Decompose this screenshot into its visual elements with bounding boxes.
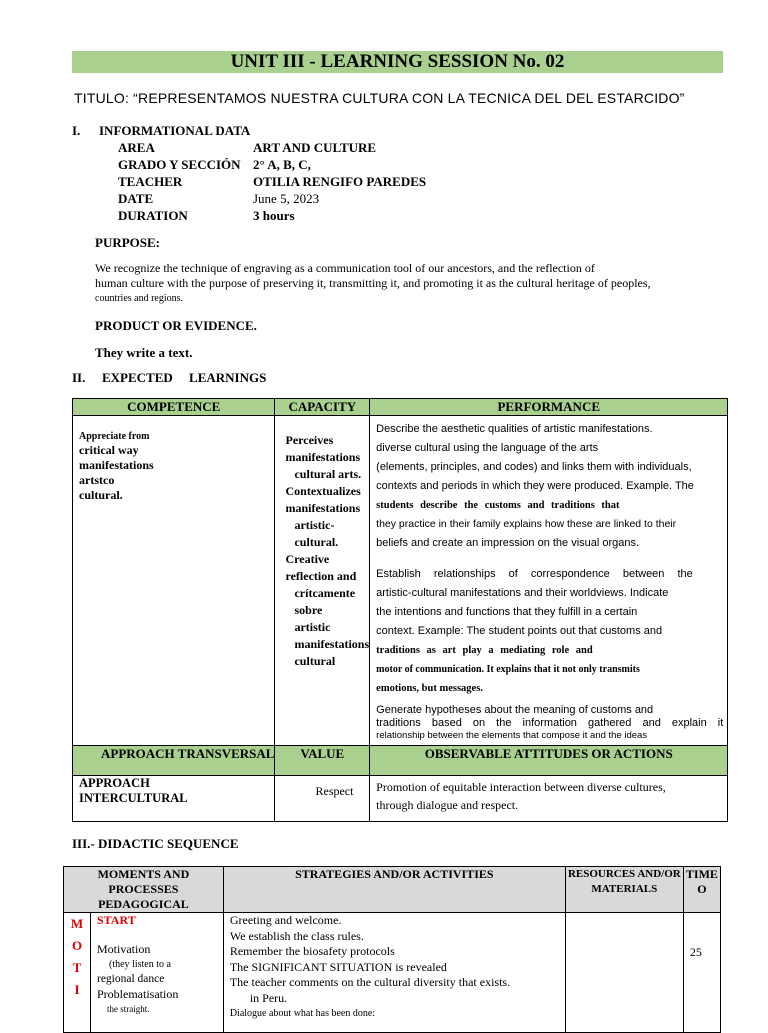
performance-line-bold: motor of communication. It explains that it not only transmits [376, 664, 640, 675]
time-cell [683, 913, 720, 1033]
value-cell [275, 776, 370, 822]
purpose-line: We recognize the technique of engraving as a communication tool of our ancestors, and the reflection of [95, 261, 595, 275]
capacity-line: Contextualizes manifestations [285, 484, 361, 515]
competence-line: manifestations [79, 458, 154, 472]
info-value: June 5, 2023 [253, 191, 320, 206]
purpose-line: human culture with the purpose of preserving it, transmitting it, and promoting it as the cultural heritage of peoples, [95, 276, 651, 290]
performance-line: beliefs and create an impression on the visual organs. [376, 537, 640, 549]
motivation-note: (they listen to a [109, 959, 171, 970]
performance-line: diverse cultural using the language of the arts [376, 442, 599, 454]
attitudes-cell [370, 776, 728, 822]
start-label: START [97, 913, 136, 927]
header-moments-line: MOMENTS AND [97, 867, 190, 881]
section2-title: EXPECTED LEARNINGS [102, 370, 267, 385]
performance-line-bold: students describe the customs and traditions that [376, 500, 620, 511]
resources-cell [565, 913, 683, 1033]
header-approach-text: APPROACH TRANSVERSAL [101, 746, 275, 761]
info-label: TEACHER [118, 174, 183, 189]
attitude-line: through dialogue and respect. [376, 798, 519, 812]
moments-cell [91, 913, 224, 1033]
activity-item: Greeting and welcome. [229, 913, 342, 927]
performance-line-bold: traditions as art play a mediating role and [376, 645, 593, 656]
header-value: VALUE [275, 746, 370, 776]
performance-line: the intentions and functions that they fulfill in a certain [376, 606, 638, 618]
activity-item: Dialogue about what has been done: [229, 1008, 376, 1019]
capacity-cell [275, 416, 370, 746]
competence-line: artstco [79, 473, 115, 487]
section2-number: II. [72, 370, 86, 385]
info-label: AREA [118, 140, 155, 155]
header-time [683, 867, 720, 913]
performance-cell [370, 416, 728, 746]
letter: I [74, 982, 80, 997]
performance-line: Generate hypotheses about the meaning of customs and [376, 704, 654, 716]
product-text: They write a text. [95, 345, 193, 360]
competence-cell [73, 416, 275, 746]
capacity-line: artistic-cultural. [294, 518, 339, 549]
expected-learnings-table [72, 398, 728, 822]
info-label: DATE [118, 191, 154, 206]
product-label: PRODUCT OR EVIDENCE. [95, 318, 257, 333]
approach-value: APPROACH INTERCULTURAL [79, 776, 188, 805]
performance-line: context. Example: The student points out that customs and [376, 625, 663, 637]
performance-line: artistic-cultural manifestations and their worldviews. Indicate [376, 587, 669, 599]
header-performance: PERFORMANCE [370, 399, 728, 416]
letter: O [71, 938, 83, 953]
performance-line: they practice in their family explains how these are linked to their [376, 518, 677, 530]
performance-line: Describe the aesthetic qualities of artistic manifestations. [376, 423, 653, 435]
header-time-line: O [697, 882, 707, 896]
capacity-line: cultural [294, 654, 336, 668]
header-attitudes: OBSERVABLE ATTITUDES OR ACTIONS [370, 746, 728, 776]
competence-line: critical way [79, 443, 139, 457]
section1-title: INFORMATIONAL DATA [99, 123, 251, 138]
capacity-line: Creative reflection and [285, 552, 357, 583]
value-text: Respect [315, 784, 354, 798]
performance-line: traditions based on the information gathered and explain it [376, 717, 724, 729]
performance-line: (elements, principles, and codes) and links them with individuals, [376, 461, 692, 473]
problematisation-label: Problematisation [97, 987, 179, 1001]
vertical-moment-letters [64, 913, 91, 1033]
header-resources-line: MATERIALS [591, 883, 658, 895]
performance-line-small: relationship between the elements that compose it and the ideas [376, 730, 648, 741]
performance-line-bold: emotions, but messages. [376, 683, 483, 694]
header-approach [73, 746, 275, 776]
competence-line: cultural. [79, 488, 123, 502]
activities-cell [223, 913, 565, 1033]
competence-small: Appreciate from [79, 431, 150, 442]
header-resources [565, 867, 683, 913]
purpose-label: PURPOSE: [95, 235, 160, 250]
motivation-note: regional dance [97, 973, 165, 985]
info-label: DURATION [118, 208, 188, 223]
info-label: GRADO Y SECCIÓN [118, 157, 241, 172]
unit-title: UNIT III - LEARNING SESSION No. 02 [72, 51, 723, 73]
attitude-line: Promotion of equitable interaction between diverse cultures, [376, 780, 666, 794]
activity-item: The teacher comments on the cultural diversity that exists. [229, 975, 511, 989]
purpose-text [95, 261, 651, 306]
header-time-line: TIME [685, 867, 718, 881]
activity-item: in Peru. [249, 990, 288, 1005]
info-value: ART AND CULTURE [253, 140, 377, 155]
info-value: OTILIA RENGIFO PAREDES [253, 174, 427, 189]
performance-line: Establish relationships of correspondence between the [376, 568, 693, 580]
activity-item: Remember the biosafety protocols [229, 944, 395, 958]
header-strategies: STRATEGIES AND/OR ACTIVITIES [223, 867, 565, 913]
info-value: 2° A, B, C, [253, 157, 311, 172]
header-capacity: CAPACITY [275, 399, 370, 416]
capacity-line: cultural arts. [294, 467, 362, 481]
activity-item: The SIGNIFICANT SITUATION is revealed [229, 959, 447, 974]
capacity-line: crítcamente sobre [294, 586, 356, 617]
activity-item: We establish the class rules. [229, 928, 364, 943]
header-resources-line: RESOURCES AND/OR [567, 868, 681, 880]
header-moments-line: PEDAGOGICAL [98, 897, 189, 911]
header-moments-line: PROCESSES [108, 882, 179, 896]
section3-title: III.- DIDACTIC SEQUENCE [72, 836, 239, 851]
didactic-sequence-table [63, 866, 721, 1033]
header-competence: COMPETENCE [73, 399, 275, 416]
capacity-line: Perceives manifestations [285, 433, 361, 464]
time-value: 25 [689, 945, 702, 959]
session-title: TITULO: “REPRESENTAMOS NUESTRA CULTURA CON LA TECNICA DEL DEL ESTARCIDO” [74, 90, 685, 106]
letter: M [70, 916, 84, 931]
capacity-line: artistic manifestations [294, 620, 370, 651]
section1-number: I. [72, 123, 81, 138]
header-moments [64, 867, 224, 913]
performance-line: contexts and periods in which they were produced. Example. The [376, 480, 694, 492]
problematisation-note: the straight. [107, 1004, 150, 1014]
motivation-label: Motivation [97, 942, 151, 956]
purpose-line: countries and regions. [95, 293, 184, 304]
approach-cell [73, 776, 275, 822]
letter: T [72, 960, 82, 975]
info-value: 3 hours [253, 208, 295, 223]
